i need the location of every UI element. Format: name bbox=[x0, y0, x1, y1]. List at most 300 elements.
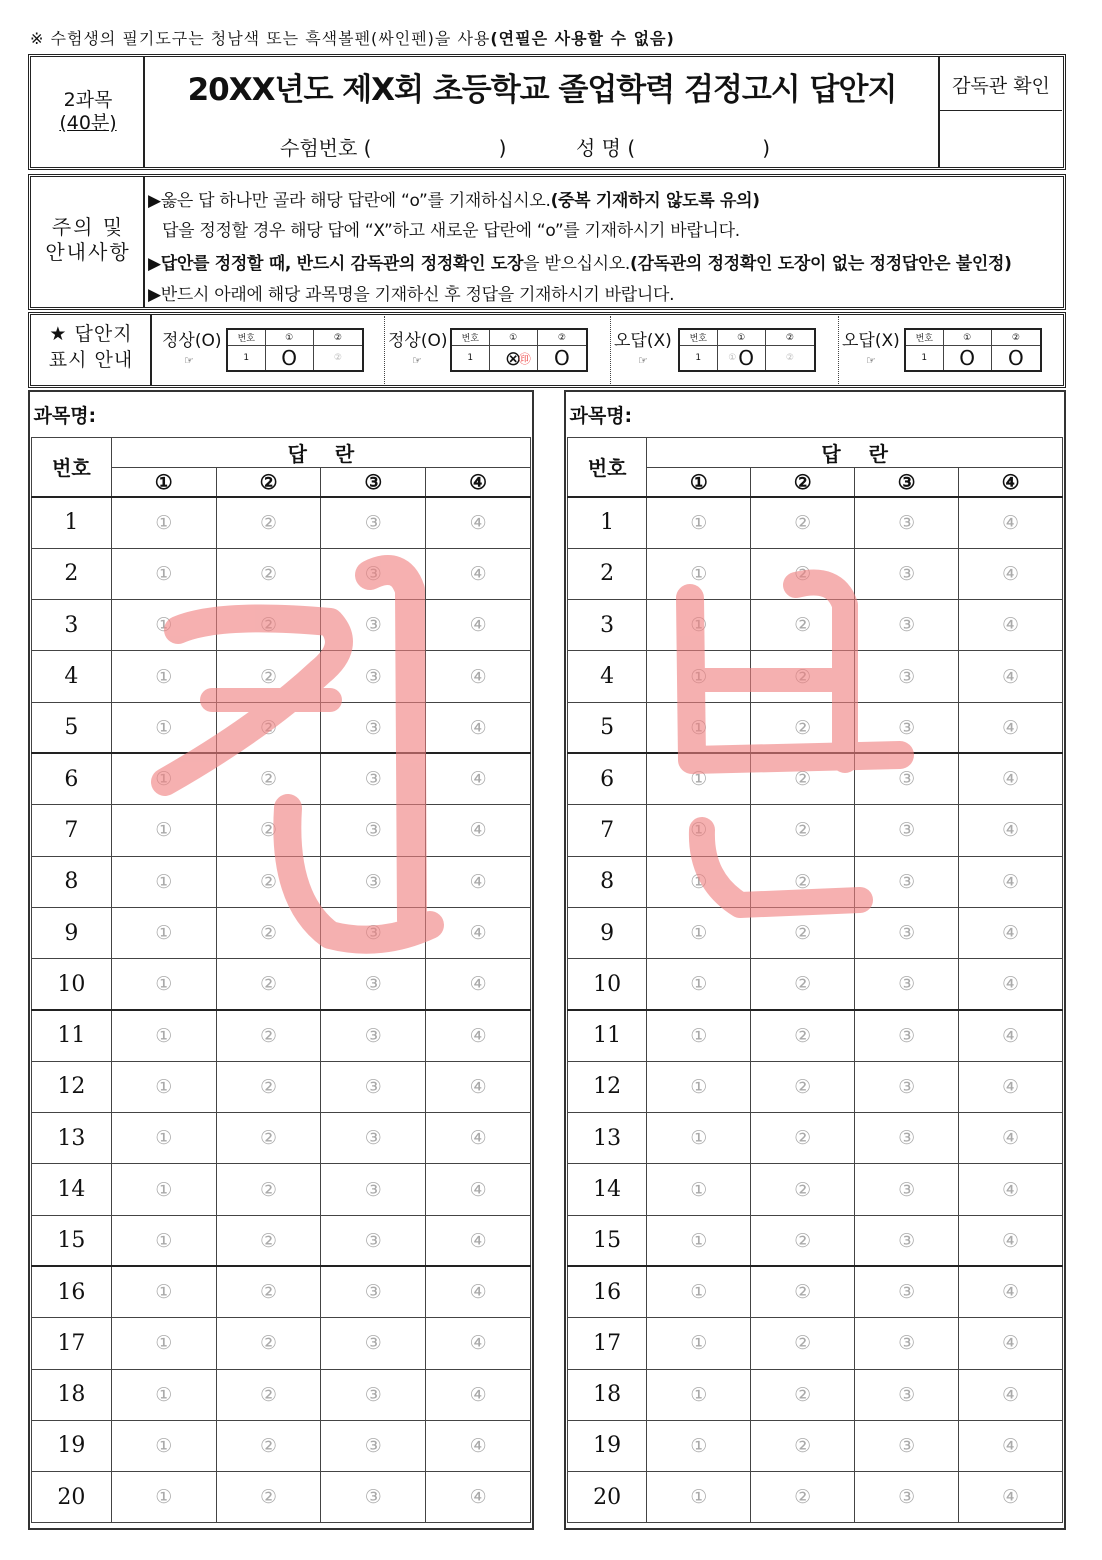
question-number: 11 bbox=[568, 1010, 647, 1061]
instruction-note bbox=[30, 26, 675, 49]
answer-bubble-2[interactable]: ② bbox=[216, 1061, 321, 1112]
answer-bubble-4[interactable]: ④ bbox=[959, 907, 1063, 958]
question-number: 1 bbox=[32, 497, 112, 548]
answer-row bbox=[32, 1061, 531, 1112]
mark-o: O bbox=[738, 346, 755, 370]
answer-bubble-3[interactable]: ③ bbox=[321, 1318, 426, 1369]
mini-header: ① bbox=[718, 330, 766, 346]
answer-bubble-1[interactable]: ① bbox=[111, 1061, 216, 1112]
answer-bubble-4[interactable]: ④ bbox=[959, 1472, 1063, 1523]
answer-bubble-4[interactable]: ④ bbox=[426, 1318, 531, 1369]
answer-bubble-3[interactable]: ③ bbox=[855, 805, 959, 856]
answer-bubble-1[interactable]: ① bbox=[647, 600, 751, 651]
example-label: 오답(X) bbox=[842, 331, 900, 351]
question-number: 9 bbox=[32, 907, 112, 958]
answer-bubble-4[interactable]: ④ bbox=[426, 1369, 531, 1420]
answer-bubble-2[interactable]: ② bbox=[751, 1215, 855, 1266]
answer-bubble-3[interactable]: ③ bbox=[321, 805, 426, 856]
answer-bubble-4[interactable]: ④ bbox=[426, 702, 531, 753]
answer-bubble-3[interactable]: ③ bbox=[321, 1420, 426, 1471]
answer-bubble-1[interactable]: ① bbox=[647, 1369, 751, 1420]
answer-bubble-2[interactable]: ② bbox=[751, 497, 855, 548]
notice-label-line2: 안내사항 bbox=[45, 240, 131, 264]
example-label: 오답(X) bbox=[614, 331, 672, 351]
answer-bubble-1[interactable]: ① bbox=[647, 1010, 751, 1061]
answer-bubble-2[interactable]: ② bbox=[751, 600, 855, 651]
choice-header: ③ bbox=[855, 467, 959, 497]
answer-bubble-2[interactable]: ② bbox=[751, 856, 855, 907]
mini-answer-grid bbox=[678, 328, 816, 372]
answer-bubble-1[interactable]: ① bbox=[647, 959, 751, 1010]
answer-row bbox=[32, 959, 531, 1010]
answer-bubble-2[interactable]: ② bbox=[216, 1420, 321, 1471]
answer-bubble-3[interactable]: ③ bbox=[855, 600, 959, 651]
choice-header: ① bbox=[647, 467, 751, 497]
answer-bubble-4[interactable]: ④ bbox=[959, 1164, 1063, 1215]
question-number: 8 bbox=[32, 856, 112, 907]
answer-row bbox=[568, 805, 1063, 856]
answer-bubble-4[interactable]: ④ bbox=[426, 753, 531, 804]
answer-bubble-4[interactable]: ④ bbox=[426, 1215, 531, 1266]
answer-bubble-4[interactable]: ④ bbox=[426, 959, 531, 1010]
answer-bubble-1[interactable]: ① bbox=[647, 805, 751, 856]
choice-header: ② bbox=[751, 467, 855, 497]
answer-bubble-2[interactable]: ② bbox=[216, 959, 321, 1010]
answer-bubble-3[interactable]: ③ bbox=[321, 702, 426, 753]
mini-answer-grid bbox=[904, 328, 1042, 372]
answer-bubble-2[interactable]: ② bbox=[216, 1266, 321, 1317]
marking-guide-label bbox=[36, 318, 146, 378]
answer-bubble-2[interactable]: ② bbox=[216, 1369, 321, 1420]
question-number: 13 bbox=[32, 1113, 112, 1164]
instruction-note-text: ※ 수험생의 필기도구는 청남색 또는 흑색볼펜(싸인펜)을 사용 bbox=[30, 29, 491, 48]
mark-o: O bbox=[1007, 346, 1024, 370]
answer-bubble-4[interactable]: ④ bbox=[426, 651, 531, 702]
answer-bubble-2[interactable]: ② bbox=[216, 600, 321, 651]
mini-header: 번호 bbox=[452, 330, 490, 346]
answer-bubble-4[interactable]: ④ bbox=[959, 1266, 1063, 1317]
question-number: 20 bbox=[32, 1472, 112, 1523]
answer-bubble-3[interactable]: ③ bbox=[321, 959, 426, 1010]
answer-row bbox=[568, 1113, 1063, 1164]
answer-bubble-2[interactable]: ② bbox=[216, 1472, 321, 1523]
answer-row bbox=[32, 1472, 531, 1523]
question-number: 6 bbox=[32, 753, 112, 804]
answer-header: 답 란 bbox=[111, 437, 530, 467]
number-header: 번호 bbox=[32, 437, 112, 497]
answer-bubble-4[interactable]: ④ bbox=[959, 959, 1063, 1010]
answer-row bbox=[568, 702, 1063, 753]
mark-o: O bbox=[553, 346, 570, 370]
question-number: 18 bbox=[568, 1369, 647, 1420]
answer-bubble-3[interactable]: ③ bbox=[855, 1420, 959, 1471]
answer-bubble-3[interactable]: ③ bbox=[321, 856, 426, 907]
answer-sheet-left bbox=[31, 393, 531, 1523]
answer-row bbox=[32, 856, 531, 907]
answer-bubble-3[interactable]: ③ bbox=[321, 1215, 426, 1266]
answer-row bbox=[32, 1318, 531, 1369]
notice-label bbox=[34, 185, 142, 295]
choice-header: ④ bbox=[959, 467, 1063, 497]
answer-bubble-1[interactable]: ① bbox=[647, 702, 751, 753]
answer-bubble-2[interactable]: ② bbox=[751, 1420, 855, 1471]
notice-line-2: 답을 정정할 경우 해당 답에 “X”하고 새로운 답란에 “o”를 기재하시기 바랍니다. bbox=[162, 221, 740, 241]
answer-bubble-1[interactable]: ① bbox=[111, 805, 216, 856]
answer-bubble-2[interactable]: ② bbox=[216, 1215, 321, 1266]
mini-header: 번호 bbox=[906, 330, 944, 346]
mini-header: ① bbox=[490, 330, 538, 346]
answer-bubble-2[interactable]: ② bbox=[751, 702, 855, 753]
answer-bubble-3[interactable]: ③ bbox=[855, 1113, 959, 1164]
answer-bubble-4[interactable]: ④ bbox=[959, 1420, 1063, 1471]
page-title: 20XX년도 제X회 초등학교 졸업학력 검정고시 답안지 bbox=[187, 71, 897, 108]
answer-row bbox=[568, 1061, 1063, 1112]
answer-bubble-3[interactable]: ③ bbox=[855, 1164, 959, 1215]
answer-sheet-right bbox=[567, 393, 1063, 1523]
answer-bubble-3[interactable]: ③ bbox=[321, 1010, 426, 1061]
faint-option: ① bbox=[728, 353, 737, 363]
mini-number: 1 bbox=[452, 346, 490, 370]
answer-bubble-4[interactable]: ④ bbox=[959, 1318, 1063, 1369]
answer-bubble-3[interactable]: ③ bbox=[855, 1472, 959, 1523]
answer-bubble-1[interactable]: ① bbox=[111, 702, 216, 753]
answer-bubble-4[interactable]: ④ bbox=[959, 1215, 1063, 1266]
answer-bubble-2[interactable]: ② bbox=[216, 548, 321, 599]
answer-bubble-3[interactable]: ③ bbox=[321, 1266, 426, 1317]
answer-bubble-4[interactable]: ④ bbox=[959, 805, 1063, 856]
answer-bubble-2[interactable]: ② bbox=[751, 753, 855, 804]
answer-bubble-1[interactable]: ① bbox=[111, 907, 216, 958]
answer-row bbox=[32, 1369, 531, 1420]
answer-bubble-4[interactable]: ④ bbox=[426, 1061, 531, 1112]
answer-row bbox=[32, 600, 531, 651]
answer-bubble-2[interactable]: ② bbox=[751, 805, 855, 856]
supervisor-stamp-box[interactable] bbox=[942, 112, 1060, 166]
answer-bubble-4[interactable]: ④ bbox=[426, 1472, 531, 1523]
answer-row bbox=[32, 1215, 531, 1266]
answer-bubble-4[interactable]: ④ bbox=[959, 651, 1063, 702]
answer-bubble-4[interactable]: ④ bbox=[426, 856, 531, 907]
answer-bubble-2[interactable]: ② bbox=[751, 1318, 855, 1369]
answer-bubble-1[interactable]: ① bbox=[111, 497, 216, 548]
question-number: 13 bbox=[568, 1113, 647, 1164]
notice-text: 을 받으십시오. bbox=[523, 254, 631, 274]
question-number: 10 bbox=[32, 959, 112, 1010]
answer-bubble-4[interactable]: ④ bbox=[426, 1420, 531, 1471]
answer-bubble-1[interactable]: ① bbox=[647, 1266, 751, 1317]
question-number: 14 bbox=[568, 1164, 647, 1215]
answer-bubble-3[interactable]: ③ bbox=[321, 907, 426, 958]
choice-header: ② bbox=[216, 467, 321, 497]
answer-bubble-2[interactable]: ② bbox=[751, 1113, 855, 1164]
question-number: 2 bbox=[568, 548, 647, 599]
answer-bubble-1[interactable]: ① bbox=[647, 907, 751, 958]
question-number: 17 bbox=[568, 1318, 647, 1369]
answer-bubble-4[interactable]: ④ bbox=[959, 1369, 1063, 1420]
answer-bubble-1[interactable]: ① bbox=[111, 1369, 216, 1420]
faint-option: ② bbox=[785, 353, 794, 363]
answer-row bbox=[32, 548, 531, 599]
answer-bubble-4[interactable]: ④ bbox=[426, 600, 531, 651]
answer-bubble-4[interactable]: ④ bbox=[426, 1266, 531, 1317]
answer-bubble-4[interactable]: ④ bbox=[959, 548, 1063, 599]
answer-row bbox=[568, 1472, 1063, 1523]
answer-bubble-3[interactable]: ③ bbox=[855, 753, 959, 804]
notice-line-4: ▶반드시 아래에 해당 과목명을 기재하신 후 정답을 기재하시기 바랍니다. bbox=[148, 285, 675, 305]
answer-bubble-1[interactable]: ① bbox=[111, 651, 216, 702]
answer-bubble-3[interactable]: ③ bbox=[855, 548, 959, 599]
choice-header: ① bbox=[111, 467, 216, 497]
answer-row bbox=[568, 548, 1063, 599]
answer-bubble-3[interactable]: ③ bbox=[321, 497, 426, 548]
answer-bubble-4[interactable]: ④ bbox=[426, 497, 531, 548]
name-field[interactable] bbox=[576, 132, 770, 161]
answer-bubble-3[interactable]: ③ bbox=[855, 497, 959, 548]
mini-number: 1 bbox=[680, 346, 718, 370]
answer-bubble-1[interactable]: ① bbox=[647, 1472, 751, 1523]
answer-bubble-1[interactable]: ① bbox=[647, 548, 751, 599]
subject-name-label: 과목명: bbox=[569, 405, 633, 428]
answer-bubble-4[interactable]: ④ bbox=[959, 856, 1063, 907]
answer-bubble-3[interactable]: ③ bbox=[321, 1061, 426, 1112]
subject-name-field[interactable] bbox=[568, 393, 1063, 437]
pointing-hand-icon: ☞ bbox=[638, 354, 648, 367]
supervisor-confirm-label: 감독관 확인 bbox=[952, 74, 1050, 97]
answer-bubble-3[interactable]: ③ bbox=[321, 1369, 426, 1420]
answer-row bbox=[568, 1215, 1063, 1266]
mini-answer-grid bbox=[450, 328, 588, 372]
answer-row bbox=[568, 1266, 1063, 1317]
answer-bubble-1[interactable]: ① bbox=[647, 1164, 751, 1215]
guide-label-line1: ★ 답안지 bbox=[49, 323, 133, 346]
answer-row bbox=[568, 1369, 1063, 1420]
answer-bubble-3[interactable]: ③ bbox=[855, 1266, 959, 1317]
subject-name-field[interactable] bbox=[32, 393, 531, 437]
mini-header: ② bbox=[766, 330, 814, 346]
question-number: 2 bbox=[32, 548, 112, 599]
answer-bubble-4[interactable]: ④ bbox=[959, 1061, 1063, 1112]
answer-bubble-2[interactable]: ② bbox=[216, 702, 321, 753]
question-number: 20 bbox=[568, 1472, 647, 1523]
subject-duration: (40분) bbox=[59, 112, 117, 134]
question-number: 7 bbox=[32, 805, 112, 856]
answer-bubble-4[interactable]: ④ bbox=[426, 1164, 531, 1215]
answer-bubble-3[interactable]: ③ bbox=[321, 600, 426, 651]
answer-bubble-2[interactable]: ② bbox=[751, 1472, 855, 1523]
answer-bubble-2[interactable]: ② bbox=[216, 1318, 321, 1369]
notice-label-line1: 주의 및 bbox=[51, 215, 125, 239]
answer-bubble-2[interactable]: ② bbox=[216, 497, 321, 548]
answer-bubble-3[interactable]: ③ bbox=[855, 651, 959, 702]
question-number: 4 bbox=[568, 651, 647, 702]
answer-bubble-1[interactable]: ① bbox=[647, 753, 751, 804]
answer-bubble-1[interactable]: ① bbox=[111, 1420, 216, 1471]
answer-bubble-4[interactable]: ④ bbox=[426, 1010, 531, 1061]
answer-bubble-4[interactable]: ④ bbox=[959, 600, 1063, 651]
question-number: 15 bbox=[568, 1215, 647, 1266]
answer-row bbox=[568, 1164, 1063, 1215]
answer-bubble-2[interactable]: ② bbox=[751, 1266, 855, 1317]
answer-bubble-1[interactable]: ① bbox=[647, 651, 751, 702]
answer-row bbox=[32, 702, 531, 753]
answer-bubble-4[interactable]: ④ bbox=[426, 1113, 531, 1164]
question-number: 12 bbox=[568, 1061, 647, 1112]
answer-bubble-3[interactable]: ③ bbox=[855, 1061, 959, 1112]
question-number: 10 bbox=[568, 959, 647, 1010]
answer-row bbox=[568, 651, 1063, 702]
answer-bubble-2[interactable]: ② bbox=[751, 651, 855, 702]
answer-bubble-3[interactable]: ③ bbox=[855, 907, 959, 958]
answer-bubble-3[interactable]: ③ bbox=[855, 1318, 959, 1369]
answer-bubble-2[interactable]: ② bbox=[216, 1113, 321, 1164]
answer-bubble-4[interactable]: ④ bbox=[426, 805, 531, 856]
answer-row bbox=[32, 497, 531, 548]
mark-o: O bbox=[959, 346, 975, 370]
answer-bubble-1[interactable]: ① bbox=[111, 1164, 216, 1215]
number-header: 번호 bbox=[568, 437, 647, 497]
mini-header: ② bbox=[538, 330, 586, 346]
answer-row bbox=[568, 753, 1063, 804]
notice-line-1 bbox=[148, 186, 760, 211]
answer-row bbox=[568, 1010, 1063, 1061]
choice-header: ④ bbox=[426, 467, 531, 497]
answer-header: 답 란 bbox=[647, 437, 1063, 467]
answer-bubble-1[interactable]: ① bbox=[647, 1318, 751, 1369]
answer-bubble-1[interactable]: ① bbox=[647, 1215, 751, 1266]
mini-number: 1 bbox=[906, 346, 944, 370]
mini-header: 번호 bbox=[228, 330, 266, 346]
answer-bubble-4[interactable]: ④ bbox=[959, 497, 1063, 548]
crossed-mark: ⊗ bbox=[504, 346, 522, 370]
mini-header: ② bbox=[314, 330, 362, 346]
exam-number-field[interactable] bbox=[280, 132, 506, 161]
answer-bubble-1[interactable]: ① bbox=[111, 548, 216, 599]
answer-bubble-2[interactable]: ② bbox=[751, 1061, 855, 1112]
exam-number-label: 수험번호 ( ) bbox=[280, 136, 507, 160]
choice-header: ③ bbox=[321, 467, 426, 497]
answer-bubble-3[interactable]: ③ bbox=[855, 1010, 959, 1061]
question-number: 16 bbox=[568, 1266, 647, 1317]
answer-bubble-1[interactable]: ① bbox=[111, 1215, 216, 1266]
notice-text: ▶옳은 답 하나만 골라 해당 답란에 “o”를 기재하십시오. bbox=[148, 191, 551, 211]
answer-bubble-4[interactable]: ④ bbox=[426, 907, 531, 958]
name-label: 성 명 ( ) bbox=[576, 136, 771, 160]
answer-bubble-4[interactable]: ④ bbox=[959, 753, 1063, 804]
answer-bubble-1[interactable]: ① bbox=[111, 1318, 216, 1369]
answer-bubble-3[interactable]: ③ bbox=[855, 856, 959, 907]
answer-bubble-2[interactable]: ② bbox=[751, 959, 855, 1010]
answer-bubble-1[interactable]: ① bbox=[111, 1266, 216, 1317]
answer-bubble-2[interactable]: ② bbox=[216, 805, 321, 856]
answer-bubble-4[interactable]: ④ bbox=[959, 1113, 1063, 1164]
mini-header: ② bbox=[992, 330, 1040, 346]
example-label: 정상(O) bbox=[162, 331, 222, 351]
answer-bubble-3[interactable]: ③ bbox=[855, 1215, 959, 1266]
answer-row bbox=[568, 600, 1063, 651]
answer-bubble-3[interactable]: ③ bbox=[321, 1164, 426, 1215]
subject-number: 2과목 bbox=[63, 89, 113, 112]
mini-number: 1 bbox=[228, 346, 266, 370]
answer-bubble-2[interactable]: ② bbox=[216, 1010, 321, 1061]
answer-bubble-1[interactable]: ① bbox=[647, 1420, 751, 1471]
answer-bubble-1[interactable]: ① bbox=[111, 753, 216, 804]
answer-bubble-3[interactable]: ③ bbox=[855, 702, 959, 753]
answer-bubble-2[interactable]: ② bbox=[751, 1369, 855, 1420]
answer-row bbox=[32, 805, 531, 856]
answer-bubble-3[interactable]: ③ bbox=[321, 1113, 426, 1164]
answer-bubble-1[interactable]: ① bbox=[647, 497, 751, 548]
question-number: 19 bbox=[32, 1420, 112, 1471]
answer-bubble-2[interactable]: ② bbox=[751, 1164, 855, 1215]
answer-bubble-2[interactable]: ② bbox=[751, 548, 855, 599]
answer-bubble-3[interactable]: ③ bbox=[321, 1472, 426, 1523]
answer-bubble-2[interactable]: ② bbox=[216, 907, 321, 958]
answer-row bbox=[568, 907, 1063, 958]
answer-bubble-3[interactable]: ③ bbox=[321, 753, 426, 804]
instruction-note-bold: (연필은 사용할 수 없음) bbox=[490, 29, 675, 48]
question-number: 14 bbox=[32, 1164, 112, 1215]
answer-bubble-1[interactable]: ① bbox=[647, 856, 751, 907]
answer-row bbox=[568, 856, 1063, 907]
answer-bubble-3[interactable]: ③ bbox=[855, 959, 959, 1010]
answer-bubble-1[interactable]: ① bbox=[111, 959, 216, 1010]
notice-bold: ▶답안를 정정할 때, 반드시 감독관의 정정확인 도장 bbox=[148, 254, 524, 274]
notice-bold: (감독관의 정정확인 도장이 없는 정정답안은 불인정) bbox=[630, 254, 1012, 274]
answer-bubble-2[interactable]: ② bbox=[216, 753, 321, 804]
answer-row bbox=[568, 497, 1063, 548]
answer-row bbox=[32, 651, 531, 702]
question-number: 3 bbox=[568, 600, 647, 651]
faint-option: ② bbox=[333, 353, 342, 363]
question-number: 9 bbox=[568, 907, 647, 958]
question-number: 16 bbox=[32, 1266, 112, 1317]
answer-bubble-3[interactable]: ③ bbox=[855, 1369, 959, 1420]
answer-bubble-4[interactable]: ④ bbox=[426, 548, 531, 599]
subject-name-label: 과목명: bbox=[33, 405, 97, 428]
answer-bubble-1[interactable]: ① bbox=[111, 856, 216, 907]
answer-row bbox=[32, 1164, 531, 1215]
answer-bubble-2[interactable]: ② bbox=[216, 1164, 321, 1215]
subject-period bbox=[32, 58, 144, 166]
answer-bubble-1[interactable]: ① bbox=[647, 1113, 751, 1164]
answer-bubble-1[interactable]: ① bbox=[111, 1010, 216, 1061]
question-number: 3 bbox=[32, 600, 112, 651]
answer-bubble-4[interactable]: ④ bbox=[959, 1010, 1063, 1061]
answer-bubble-2[interactable]: ② bbox=[216, 856, 321, 907]
answer-bubble-4[interactable]: ④ bbox=[959, 702, 1063, 753]
answer-bubble-2[interactable]: ② bbox=[751, 1010, 855, 1061]
answer-bubble-3[interactable]: ③ bbox=[321, 651, 426, 702]
answer-row bbox=[568, 1318, 1063, 1369]
answer-bubble-1[interactable]: ① bbox=[111, 600, 216, 651]
answer-row bbox=[32, 1010, 531, 1061]
answer-bubble-1[interactable]: ① bbox=[111, 1113, 216, 1164]
question-number: 15 bbox=[32, 1215, 112, 1266]
answer-bubble-2[interactable]: ② bbox=[216, 651, 321, 702]
mark-o: O bbox=[281, 346, 297, 370]
answer-bubble-2[interactable]: ② bbox=[751, 907, 855, 958]
pointing-hand-icon: ☞ bbox=[866, 354, 876, 367]
answer-row bbox=[568, 959, 1063, 1010]
answer-bubble-3[interactable]: ③ bbox=[321, 548, 426, 599]
answer-bubble-1[interactable]: ① bbox=[111, 1472, 216, 1523]
example-label: 정상(O) bbox=[388, 331, 448, 351]
guide-label-line2: 표시 안내 bbox=[48, 349, 134, 371]
question-number: 7 bbox=[568, 805, 647, 856]
mini-header: ① bbox=[266, 330, 314, 346]
answer-bubble-1[interactable]: ① bbox=[647, 1061, 751, 1112]
answer-row bbox=[32, 907, 531, 958]
